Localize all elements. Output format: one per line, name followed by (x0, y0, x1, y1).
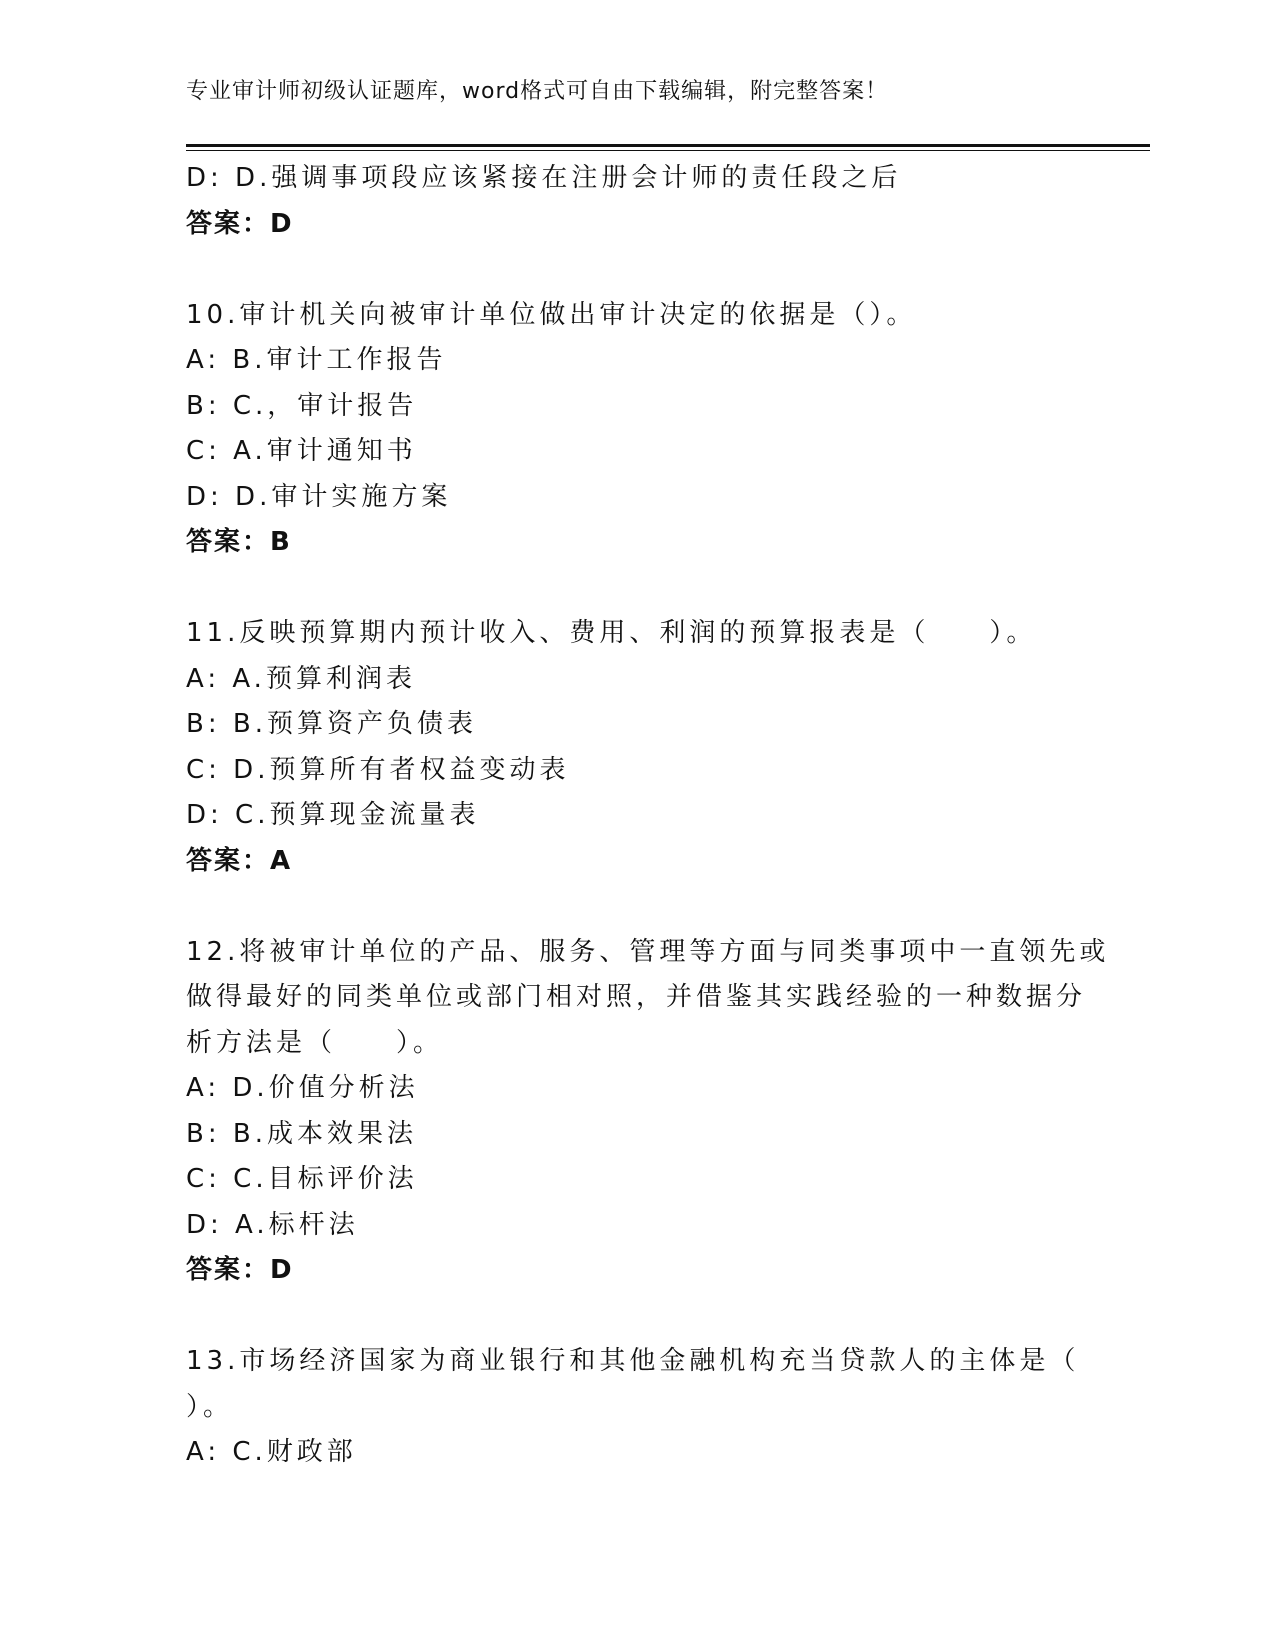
spacer (186, 566, 1086, 612)
header-rule-thick (186, 144, 1150, 147)
answer: 答案：D (186, 208, 294, 239)
option-a: A: A.预算利润表 (186, 663, 416, 694)
question-stem-line: 析方法是（ ）。 (186, 1027, 444, 1058)
answer: 答案：B (186, 527, 292, 557)
option-c: C: D.预算所有者权益变动表 (186, 754, 570, 785)
question-stem-line: 做得最好的同类单位或部门相对照，并借鉴其实践经验的一种数据分 (186, 982, 1087, 1012)
question-12 (186, 930, 1110, 1294)
option-c: C: C.目标评价法 (186, 1164, 418, 1194)
question-stem-line: ）。 (186, 1391, 234, 1422)
question-stem: 11.反映预算期内预计收入、费用、利润的预算报表是（ ）。 (186, 618, 1037, 648)
question-13 (186, 1339, 1086, 1476)
option-a: A: B.审计工作报告 (186, 345, 447, 375)
question-stem: 10.审计机关向被审计单位做出审计决定的依据是（）。 (186, 299, 917, 330)
option-b: B: B.预算资产负债表 (186, 709, 477, 739)
option-d: D: A.标杆法 (186, 1209, 359, 1240)
spacer (186, 1294, 1086, 1340)
spacer (186, 884, 1086, 930)
spacer (186, 247, 1086, 293)
question-11 (186, 611, 1086, 884)
option-d: D: C.预算现金流量表 (186, 800, 480, 830)
option-d: D: D.审计实施方案 (186, 481, 452, 512)
option-b: B: C.，审计报告 (186, 390, 418, 421)
answer: 答案：D (186, 1255, 294, 1285)
option-c: C: A.审计通知书 (186, 436, 417, 466)
header-rule-thin (186, 150, 1150, 151)
question-stem-line: 13.市场经济国家为商业银行和其他金融机构充当贷款人的主体是（ (186, 1346, 1080, 1376)
document-body (186, 156, 1110, 1476)
option-b: B: B.成本效果法 (186, 1118, 417, 1149)
question-10 (186, 293, 1086, 566)
page-header: 专业审计师初级认证题库，word格式可自由下载编辑，附完整答案！ (186, 79, 889, 104)
option-d: D: D.强调事项段应该紧接在注册会计师的责任段之后 (186, 163, 902, 193)
option-a: A: D.价值分析法 (186, 1073, 419, 1103)
question-stem-line: 12.将被审计单位的产品、服务、管理等方面与同类事项中一直领先或 (186, 936, 1110, 967)
answer: 答案：A (186, 845, 293, 876)
option-a: A: C.财政部 (186, 1437, 357, 1467)
